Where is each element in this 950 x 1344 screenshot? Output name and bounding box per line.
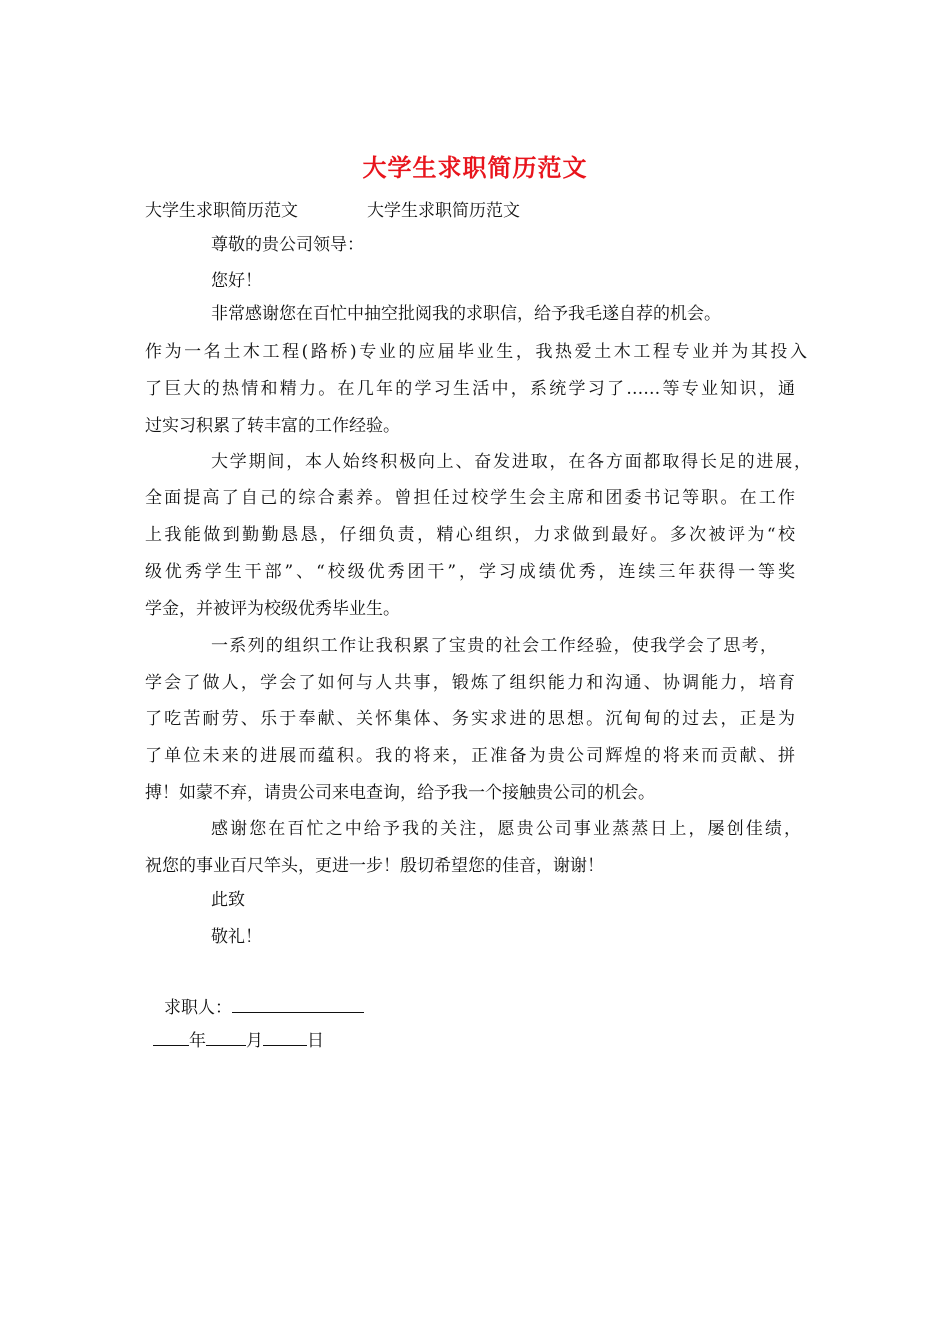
paragraph-line: 感谢您在百忙之中给予我的关注，愿贵公司事业蒸蒸日上，屡创佳绩， — [211, 819, 801, 839]
paragraph-line: 一系列的组织工作让我积累了宝贵的社会工作经验，使我学会了思考， — [211, 636, 777, 656]
subtitle-right: 大学生求职简历范文 — [367, 201, 520, 221]
paragraph-line: 作为一名土木工程(路桥)专业的应届毕业生，我热爱土木工程专业并为其投入 — [145, 342, 807, 362]
paragraph-line: 级优秀学生干部”、“校级优秀团干”，学习成绩优秀，连续三年获得一等奖 — [145, 562, 795, 582]
signature-row — [164, 994, 364, 1020]
paragraph-line: 搏！如蒙不弃，请贵公司来电查询，给予我一个接触贵公司的机会。 — [145, 783, 655, 803]
date-year-label: 年 — [189, 1031, 206, 1051]
paragraph-line: 上我能做到勤勤恳恳，仔细负责，精心组织，力求做到最好。多次被评为“校 — [145, 525, 795, 545]
year-blank[interactable] — [153, 1027, 189, 1046]
date-row — [153, 1027, 324, 1053]
paragraph-line: 非常感谢您在百忙中抽空批阅我的求职信，给予我毛遂自荐的机会。 — [211, 304, 721, 324]
closing-ci-zhi: 此致 — [211, 890, 245, 910]
paragraph-line: 了巨大的热情和精力。在几年的学习生活中，系统学习了……等专业知识，通 — [145, 379, 795, 399]
signature-blank[interactable] — [232, 994, 364, 1013]
date-month-label: 月 — [246, 1031, 263, 1051]
paragraph-line: 过实习积累了转丰富的工作经验。 — [145, 416, 400, 436]
paragraph-line: 学金，并被评为校级优秀毕业生。 — [145, 599, 400, 619]
paragraph-line: 大学期间，本人始终积极向上、奋发进取，在各方面都取得长足的进展， — [211, 452, 811, 472]
paragraph-line: 了吃苦耐劳、乐于奉献、关怀集体、务实求进的思想。沉甸甸的过去，正是为 — [145, 709, 795, 729]
document-title: 大学生求职简历范文 — [362, 153, 588, 182]
paragraph-line: 了单位未来的进展而蕴积。我的将来，正准备为贵公司辉煌的将来而贡献、拼 — [145, 746, 795, 766]
day-blank[interactable] — [263, 1027, 307, 1046]
subtitle-left: 大学生求职简历范文 — [145, 201, 298, 221]
month-blank[interactable] — [206, 1027, 246, 1046]
date-day-label: 日 — [307, 1031, 324, 1051]
greeting: 您好！ — [211, 271, 262, 291]
paragraph-line: 全面提高了自己的综合素养。曾担任过校学生会主席和团委书记等职。在工作 — [145, 488, 795, 508]
signature-label: 求职人： — [164, 998, 232, 1018]
salutation: 尊敬的贵公司领导： — [211, 235, 364, 255]
paragraph-line: 祝您的事业百尺竿头，更进一步！殷切希望您的佳音，谢谢！ — [145, 856, 604, 876]
paragraph-line: 学会了做人，学会了如何与人共事，锻炼了组织能力和沟通、协调能力，培育 — [145, 673, 795, 693]
closing-jing-li: 敬礼！ — [211, 927, 262, 947]
